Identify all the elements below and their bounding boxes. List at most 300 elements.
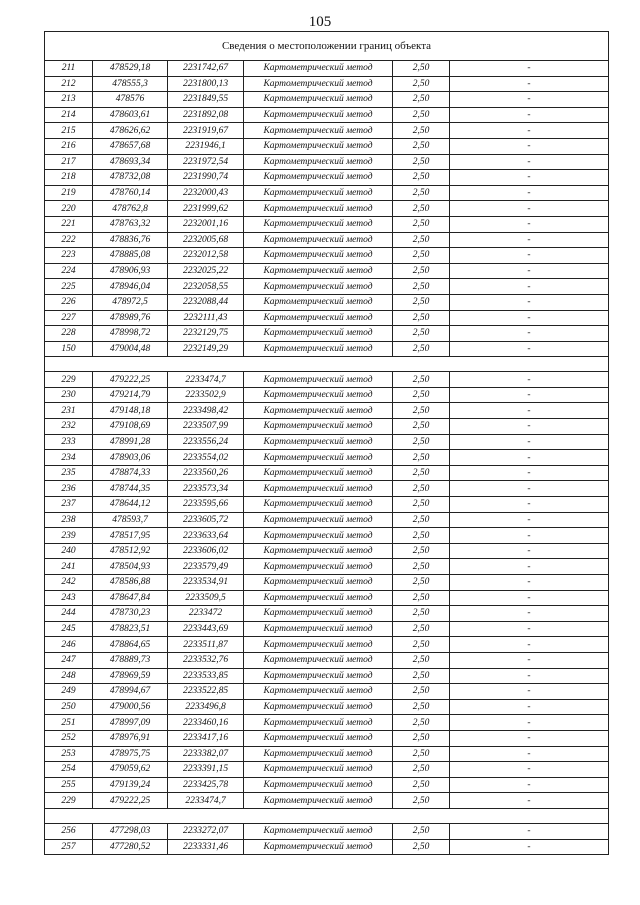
table-row (45, 621, 609, 637)
method-cell: Картометрический метод (244, 154, 393, 170)
accuracy-cell: 2,50 (393, 310, 450, 326)
point-number-cell: 243 (45, 590, 93, 606)
method-cell: Картометрический метод (244, 450, 393, 466)
point-number-cell: 223 (45, 248, 93, 264)
y-coordinate-cell: 2233496,8 (168, 699, 244, 715)
gap-cell (168, 808, 244, 823)
accuracy-cell: 2,50 (393, 387, 450, 403)
x-coordinate-cell: 478504,93 (93, 559, 168, 575)
method-cell: Картометрический метод (244, 138, 393, 154)
description-cell: - (450, 154, 609, 170)
point-number-cell: 252 (45, 730, 93, 746)
y-coordinate-cell: 2232001,16 (168, 216, 244, 232)
accuracy-cell: 2,50 (393, 528, 450, 544)
description-cell: - (450, 170, 609, 186)
x-coordinate-cell: 478874,33 (93, 465, 168, 481)
y-coordinate-cell: 2233498,42 (168, 403, 244, 419)
x-coordinate-cell: 478994,67 (93, 684, 168, 700)
table-row (45, 263, 609, 279)
point-number-cell: 244 (45, 606, 93, 622)
table-row (45, 668, 609, 684)
description-cell: - (450, 434, 609, 450)
method-cell: Картометрический метод (244, 419, 393, 435)
table-row (45, 590, 609, 606)
gap-cell (393, 357, 450, 372)
method-cell: Картометрический метод (244, 170, 393, 186)
method-cell: Картометрический метод (244, 652, 393, 668)
y-coordinate-cell: 2233532,76 (168, 652, 244, 668)
x-coordinate-cell: 478512,92 (93, 543, 168, 559)
y-coordinate-cell: 2233472 (168, 606, 244, 622)
accuracy-cell: 2,50 (393, 699, 450, 715)
accuracy-cell: 2,50 (393, 294, 450, 310)
method-cell: Картометрический метод (244, 637, 393, 653)
method-cell: Картометрический метод (244, 387, 393, 403)
accuracy-cell: 2,50 (393, 793, 450, 809)
method-cell: Картометрический метод (244, 465, 393, 481)
description-cell: - (450, 715, 609, 731)
gap-cell (393, 808, 450, 823)
x-coordinate-cell: 479214,79 (93, 387, 168, 403)
method-cell: Картометрический метод (244, 497, 393, 513)
method-cell: Картометрический метод (244, 762, 393, 778)
x-coordinate-cell: 479108,69 (93, 419, 168, 435)
method-cell: Картометрический метод (244, 248, 393, 264)
point-number-cell: 246 (45, 637, 93, 653)
table-row (45, 403, 609, 419)
y-coordinate-cell: 2232111,43 (168, 310, 244, 326)
x-coordinate-cell: 478732,08 (93, 170, 168, 186)
accuracy-cell: 2,50 (393, 575, 450, 591)
table-row (45, 839, 609, 855)
description-cell: - (450, 512, 609, 528)
y-coordinate-cell: 2233502,9 (168, 387, 244, 403)
table-row (45, 637, 609, 653)
description-cell: - (450, 107, 609, 123)
x-coordinate-cell: 479139,24 (93, 777, 168, 793)
x-coordinate-cell: 478946,04 (93, 279, 168, 295)
description-cell: - (450, 543, 609, 559)
table-row (45, 185, 609, 201)
point-number-cell: 257 (45, 839, 93, 855)
x-coordinate-cell: 478906,93 (93, 263, 168, 279)
y-coordinate-cell: 2233474,7 (168, 793, 244, 809)
x-coordinate-cell: 479148,18 (93, 403, 168, 419)
point-number-cell: 236 (45, 481, 93, 497)
description-cell: - (450, 387, 609, 403)
table-row (45, 777, 609, 793)
accuracy-cell: 2,50 (393, 839, 450, 855)
table-row (45, 107, 609, 123)
gap-cell (244, 357, 393, 372)
table-row (45, 76, 609, 92)
point-number-cell: 237 (45, 497, 93, 513)
x-coordinate-cell: 478730,23 (93, 606, 168, 622)
table-row (45, 823, 609, 839)
description-cell: - (450, 216, 609, 232)
accuracy-cell: 2,50 (393, 138, 450, 154)
y-coordinate-cell: 2231999,62 (168, 201, 244, 217)
accuracy-cell: 2,50 (393, 746, 450, 762)
accuracy-cell: 2,50 (393, 543, 450, 559)
x-coordinate-cell: 478889,73 (93, 652, 168, 668)
method-cell: Картометрический метод (244, 823, 393, 839)
table-row (45, 543, 609, 559)
method-cell: Картометрический метод (244, 310, 393, 326)
point-number-cell: 235 (45, 465, 93, 481)
x-coordinate-cell: 478744,35 (93, 481, 168, 497)
gap-cell (93, 357, 168, 372)
description-cell: - (450, 823, 609, 839)
table-row (45, 279, 609, 295)
x-coordinate-cell: 478989,76 (93, 310, 168, 326)
section-gap-row (45, 808, 609, 823)
description-cell: - (450, 263, 609, 279)
x-coordinate-cell: 478997,09 (93, 715, 168, 731)
description-cell: - (450, 92, 609, 108)
table-row (45, 512, 609, 528)
method-cell: Картометрический метод (244, 730, 393, 746)
method-cell: Картометрический метод (244, 839, 393, 855)
point-number-cell: 247 (45, 652, 93, 668)
method-cell: Картометрический метод (244, 201, 393, 217)
point-number-cell: 240 (45, 543, 93, 559)
x-coordinate-cell: 479222,25 (93, 372, 168, 388)
y-coordinate-cell: 2233443,69 (168, 621, 244, 637)
point-number-cell: 217 (45, 154, 93, 170)
accuracy-cell: 2,50 (393, 465, 450, 481)
method-cell: Картометрический метод (244, 326, 393, 342)
accuracy-cell: 2,50 (393, 201, 450, 217)
description-cell: - (450, 201, 609, 217)
y-coordinate-cell: 2233534,91 (168, 575, 244, 591)
description-cell: - (450, 652, 609, 668)
description-cell: - (450, 637, 609, 653)
accuracy-cell: 2,50 (393, 372, 450, 388)
x-coordinate-cell: 478976,91 (93, 730, 168, 746)
accuracy-cell: 2,50 (393, 606, 450, 622)
method-cell: Картометрический метод (244, 92, 393, 108)
point-number-cell: 226 (45, 294, 93, 310)
x-coordinate-cell: 478975,75 (93, 746, 168, 762)
method-cell: Картометрический метод (244, 481, 393, 497)
x-coordinate-cell: 478991,28 (93, 434, 168, 450)
table-row (45, 372, 609, 388)
method-cell: Картометрический метод (244, 528, 393, 544)
point-number-cell: 221 (45, 216, 93, 232)
accuracy-cell: 2,50 (393, 279, 450, 295)
description-cell: - (450, 123, 609, 139)
table-row (45, 652, 609, 668)
method-cell: Картометрический метод (244, 699, 393, 715)
description-cell: - (450, 497, 609, 513)
description-cell: - (450, 450, 609, 466)
page-number: 105 (308, 14, 332, 30)
y-coordinate-cell: 2233573,34 (168, 481, 244, 497)
description-cell: - (450, 746, 609, 762)
description-cell: - (450, 419, 609, 435)
table-row (45, 559, 609, 575)
accuracy-cell: 2,50 (393, 248, 450, 264)
table-row (45, 497, 609, 513)
gap-cell (450, 357, 609, 372)
table-row (45, 92, 609, 108)
accuracy-cell: 2,50 (393, 341, 450, 357)
table-row (45, 170, 609, 186)
point-number-cell: 224 (45, 263, 93, 279)
description-cell: - (450, 668, 609, 684)
method-cell: Картометрический метод (244, 543, 393, 559)
table-row (45, 450, 609, 466)
x-coordinate-cell: 478763,32 (93, 216, 168, 232)
x-coordinate-cell: 478836,76 (93, 232, 168, 248)
table-title: Сведения о местоположении границ объекта (45, 32, 609, 61)
description-cell: - (450, 138, 609, 154)
point-number-cell: 233 (45, 434, 93, 450)
method-cell: Картометрический метод (244, 123, 393, 139)
x-coordinate-cell: 479059,62 (93, 762, 168, 778)
accuracy-cell: 2,50 (393, 481, 450, 497)
x-coordinate-cell: 478626,62 (93, 123, 168, 139)
point-number-cell: 242 (45, 575, 93, 591)
accuracy-cell: 2,50 (393, 232, 450, 248)
description-cell: - (450, 575, 609, 591)
point-number-cell: 250 (45, 699, 93, 715)
point-number-cell: 256 (45, 823, 93, 839)
point-number-cell: 227 (45, 310, 93, 326)
method-cell: Картометрический метод (244, 76, 393, 92)
y-coordinate-cell: 2231919,67 (168, 123, 244, 139)
point-number-cell: 219 (45, 185, 93, 201)
accuracy-cell: 2,50 (393, 107, 450, 123)
x-coordinate-cell: 479000,56 (93, 699, 168, 715)
y-coordinate-cell: 2233605,72 (168, 512, 244, 528)
table-row (45, 123, 609, 139)
y-coordinate-cell: 2232005,68 (168, 232, 244, 248)
point-number-cell: 239 (45, 528, 93, 544)
table-title-row (45, 32, 609, 61)
y-coordinate-cell: 2233391,15 (168, 762, 244, 778)
description-cell: - (450, 528, 609, 544)
point-number-cell: 216 (45, 138, 93, 154)
description-cell: - (450, 777, 609, 793)
accuracy-cell: 2,50 (393, 777, 450, 793)
y-coordinate-cell: 2233533,85 (168, 668, 244, 684)
description-cell: - (450, 232, 609, 248)
point-number-cell: 229 (45, 793, 93, 809)
accuracy-cell: 2,50 (393, 621, 450, 637)
x-coordinate-cell: 478998,72 (93, 326, 168, 342)
accuracy-cell: 2,50 (393, 497, 450, 513)
description-cell: - (450, 294, 609, 310)
y-coordinate-cell: 2233331,46 (168, 839, 244, 855)
y-coordinate-cell: 2232012,58 (168, 248, 244, 264)
x-coordinate-cell: 478823,51 (93, 621, 168, 637)
description-cell: - (450, 248, 609, 264)
method-cell: Картометрический метод (244, 61, 393, 77)
y-coordinate-cell: 2233507,99 (168, 419, 244, 435)
point-number-cell: 248 (45, 668, 93, 684)
gap-cell (450, 808, 609, 823)
accuracy-cell: 2,50 (393, 637, 450, 653)
y-coordinate-cell: 2233511,87 (168, 637, 244, 653)
y-coordinate-cell: 2231990,74 (168, 170, 244, 186)
method-cell: Картометрический метод (244, 621, 393, 637)
description-cell: - (450, 621, 609, 637)
y-coordinate-cell: 2233474,7 (168, 372, 244, 388)
method-cell: Картометрический метод (244, 512, 393, 528)
table-row (45, 154, 609, 170)
method-cell: Картометрический метод (244, 294, 393, 310)
method-cell: Картометрический метод (244, 777, 393, 793)
description-cell: - (450, 310, 609, 326)
method-cell: Картометрический метод (244, 403, 393, 419)
y-coordinate-cell: 2232000,43 (168, 185, 244, 201)
method-cell: Картометрический метод (244, 107, 393, 123)
description-cell: - (450, 481, 609, 497)
table-row (45, 606, 609, 622)
y-coordinate-cell: 2231742,67 (168, 61, 244, 77)
description-cell: - (450, 76, 609, 92)
description-cell: - (450, 465, 609, 481)
point-number-cell: 225 (45, 279, 93, 295)
table-row (45, 201, 609, 217)
y-coordinate-cell: 2233382,07 (168, 746, 244, 762)
x-coordinate-cell: 478517,95 (93, 528, 168, 544)
section-gap-row (45, 357, 609, 372)
method-cell: Картометрический метод (244, 185, 393, 201)
point-number-cell: 211 (45, 61, 93, 77)
accuracy-cell: 2,50 (393, 419, 450, 435)
table-row (45, 232, 609, 248)
point-number-cell: 214 (45, 107, 93, 123)
x-coordinate-cell: 478647,84 (93, 590, 168, 606)
description-cell: - (450, 372, 609, 388)
boundary-coordinates-table (44, 31, 609, 855)
point-number-cell: 241 (45, 559, 93, 575)
method-cell: Картометрический метод (244, 559, 393, 575)
y-coordinate-cell: 2233554,02 (168, 450, 244, 466)
x-coordinate-cell: 479222,25 (93, 793, 168, 809)
x-coordinate-cell: 478864,65 (93, 637, 168, 653)
point-number-cell: 212 (45, 76, 93, 92)
gap-cell (45, 808, 93, 823)
point-number-cell: 218 (45, 170, 93, 186)
table-row (45, 575, 609, 591)
gap-cell (45, 357, 93, 372)
table-row (45, 434, 609, 450)
x-coordinate-cell: 477280,52 (93, 839, 168, 855)
point-number-cell: 230 (45, 387, 93, 403)
x-coordinate-cell: 478969,59 (93, 668, 168, 684)
accuracy-cell: 2,50 (393, 170, 450, 186)
description-cell: - (450, 590, 609, 606)
table-body (45, 32, 609, 855)
point-number-cell: 245 (45, 621, 93, 637)
description-cell: - (450, 559, 609, 575)
table-row (45, 216, 609, 232)
y-coordinate-cell: 2231946,1 (168, 138, 244, 154)
y-coordinate-cell: 2233560,26 (168, 465, 244, 481)
point-number-cell: 249 (45, 684, 93, 700)
method-cell: Картометрический метод (244, 684, 393, 700)
y-coordinate-cell: 2233633,64 (168, 528, 244, 544)
table-row (45, 481, 609, 497)
table-row (45, 138, 609, 154)
description-cell: - (450, 730, 609, 746)
table-row (45, 341, 609, 357)
description-cell: - (450, 793, 609, 809)
accuracy-cell: 2,50 (393, 512, 450, 528)
table-row (45, 294, 609, 310)
point-number-cell: 254 (45, 762, 93, 778)
y-coordinate-cell: 2233417,16 (168, 730, 244, 746)
x-coordinate-cell: 478644,12 (93, 497, 168, 513)
accuracy-cell: 2,50 (393, 185, 450, 201)
x-coordinate-cell: 477298,03 (93, 823, 168, 839)
y-coordinate-cell: 2231800,13 (168, 76, 244, 92)
table-row (45, 730, 609, 746)
description-cell: - (450, 341, 609, 357)
x-coordinate-cell: 478586,88 (93, 575, 168, 591)
description-cell: - (450, 606, 609, 622)
table-row (45, 419, 609, 435)
table-row (45, 387, 609, 403)
point-number-cell: 255 (45, 777, 93, 793)
x-coordinate-cell: 479004,48 (93, 341, 168, 357)
table-row (45, 746, 609, 762)
point-number-cell: 213 (45, 92, 93, 108)
point-number-cell: 215 (45, 123, 93, 139)
gap-cell (244, 808, 393, 823)
point-number-cell: 229 (45, 372, 93, 388)
x-coordinate-cell: 478603,61 (93, 107, 168, 123)
gap-cell (93, 808, 168, 823)
accuracy-cell: 2,50 (393, 762, 450, 778)
method-cell: Картометрический метод (244, 434, 393, 450)
accuracy-cell: 2,50 (393, 450, 450, 466)
accuracy-cell: 2,50 (393, 123, 450, 139)
table-row (45, 715, 609, 731)
table-row (45, 699, 609, 715)
accuracy-cell: 2,50 (393, 684, 450, 700)
table-row (45, 684, 609, 700)
method-cell: Картометрический метод (244, 279, 393, 295)
y-coordinate-cell: 2231892,08 (168, 107, 244, 123)
accuracy-cell: 2,50 (393, 590, 450, 606)
y-coordinate-cell: 2233556,24 (168, 434, 244, 450)
x-coordinate-cell: 478762,8 (93, 201, 168, 217)
method-cell: Картометрический метод (244, 575, 393, 591)
accuracy-cell: 2,50 (393, 326, 450, 342)
accuracy-cell: 2,50 (393, 715, 450, 731)
y-coordinate-cell: 2231972,54 (168, 154, 244, 170)
x-coordinate-cell: 478760,14 (93, 185, 168, 201)
x-coordinate-cell: 478555,3 (93, 76, 168, 92)
accuracy-cell: 2,50 (393, 61, 450, 77)
method-cell: Картометрический метод (244, 232, 393, 248)
method-cell: Картометрический метод (244, 216, 393, 232)
x-coordinate-cell: 478903,06 (93, 450, 168, 466)
point-number-cell: 231 (45, 403, 93, 419)
table-row (45, 248, 609, 264)
method-cell: Картометрический метод (244, 372, 393, 388)
accuracy-cell: 2,50 (393, 434, 450, 450)
description-cell: - (450, 61, 609, 77)
method-cell: Картометрический метод (244, 606, 393, 622)
accuracy-cell: 2,50 (393, 216, 450, 232)
accuracy-cell: 2,50 (393, 652, 450, 668)
